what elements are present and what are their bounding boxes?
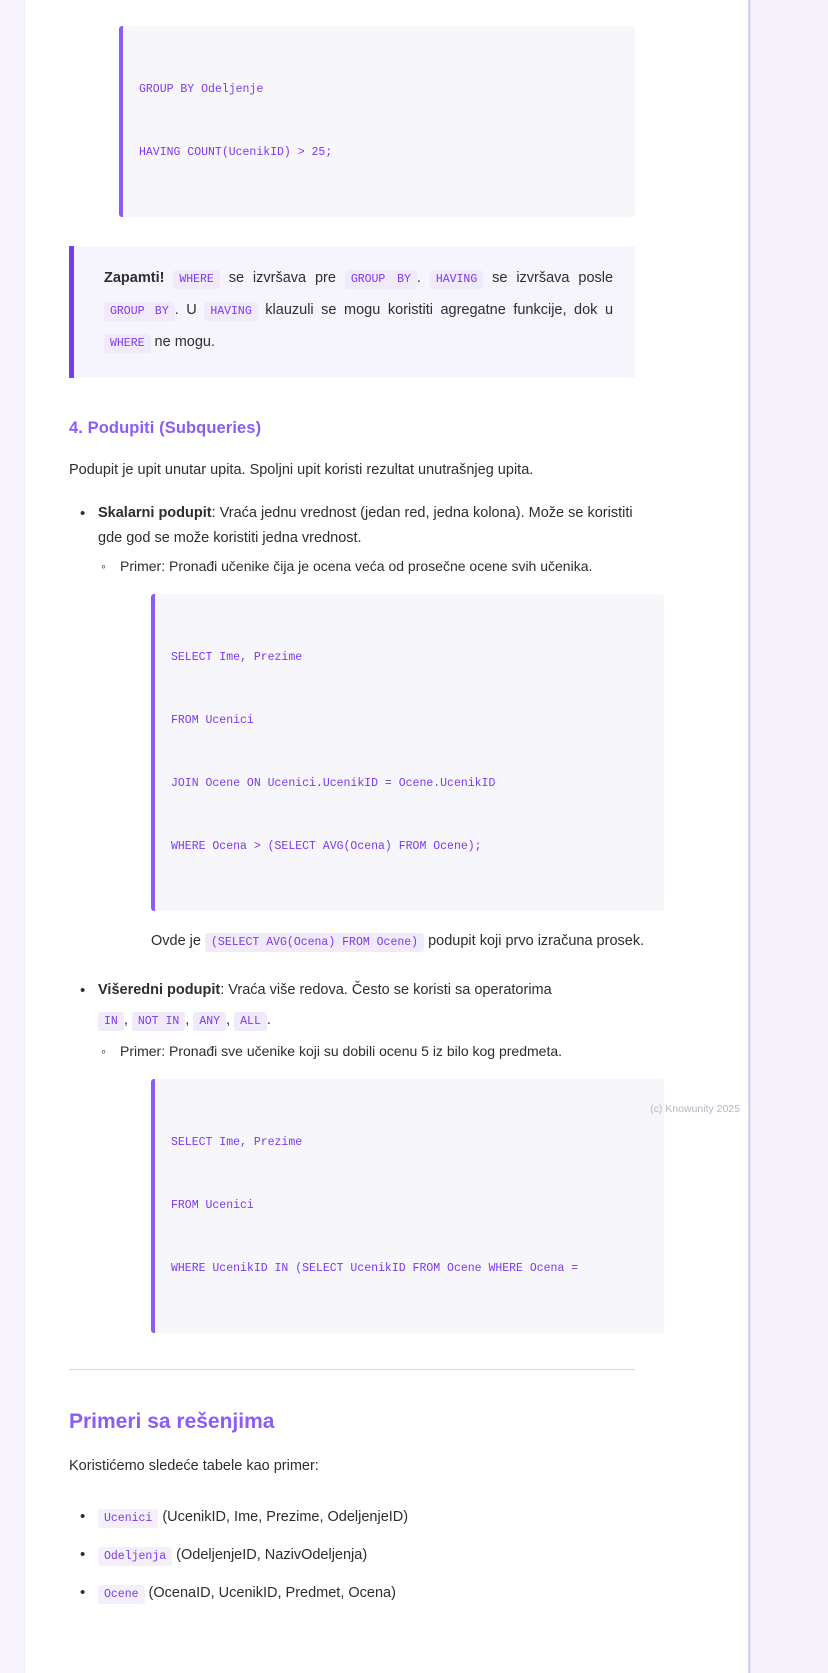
code-line: SELECT Ime, Prezime — [171, 1136, 303, 1149]
callout-remember — [69, 246, 635, 378]
callout-text-2: . — [416, 270, 421, 286]
section-divider — [69, 1369, 635, 1370]
list-item — [69, 1499, 635, 1537]
callout-label: Zapamti! — [104, 270, 165, 286]
paragraph-subqueries-intro: Podupit je upit unutar upita. Spoljni upit koristi rezultat unutrašnjeg upita. — [69, 462, 534, 478]
token-where-2: WHERE — [104, 334, 151, 353]
token-avg-subquery: (SELECT AVG(Ocena) FROM Ocene) — [205, 933, 424, 952]
operator-sep: , — [123, 1012, 128, 1028]
list-item — [69, 978, 635, 1333]
desc-multirow-subquery: : Vraća više redova. Često se koristi sa operatorima — [220, 982, 552, 998]
token-all: ALL — [234, 1012, 267, 1031]
list-example-tables — [69, 1499, 635, 1613]
callout-text-6: ne mogu. — [154, 334, 216, 350]
token-group-by-2: GROUP BY — [104, 302, 175, 321]
code-line: WHERE Ocena > (SELECT AVG(Ocena) FROM Ocene); — [171, 840, 482, 853]
term-multirow-subquery: Višeredni podupit — [98, 982, 221, 998]
document-content — [0, 26, 828, 1673]
list-item — [69, 1537, 635, 1575]
heading-examples: Primeri sa rešenjima — [69, 1410, 275, 1433]
callout-text-5: klauzuli se mogu koristiti agregatne funkcije, dok u — [265, 302, 614, 318]
token-having: HAVING — [430, 270, 483, 289]
token-having-2: HAVING — [204, 302, 257, 321]
list-subquery-types — [69, 501, 645, 1333]
code-line: GROUP BY Odeljenje — [139, 83, 264, 96]
callout-text-4: . U — [174, 302, 197, 318]
list-item: ◦ Primer: Pronađi učenike čija je ocena veća od prosečne ocene svih učenika. — [98, 554, 635, 578]
code-line: SELECT Ime, Prezime — [171, 651, 303, 664]
list-item — [69, 501, 645, 956]
table-columns-ocene: (OcenaID, UcenikID, Predmet, Ocena) — [148, 1585, 396, 1601]
sublist-scalar-example — [98, 554, 635, 578]
term-scalar-subquery: Skalarni podupit — [98, 505, 212, 521]
code-block-having — [119, 26, 635, 217]
code-line: HAVING COUNT(UcenikID) > 25; — [139, 146, 333, 159]
note-suffix: podupit koji prvo izračuna prosek. — [428, 933, 645, 949]
table-name-odeljenja: Odeljenja — [98, 1547, 172, 1566]
operator-list — [98, 1006, 635, 1036]
list-item: ◦ Primer: Pronađi sve učenike koji su dobili ocenu 5 iz bilo kog predmeta. — [98, 1039, 635, 1063]
token-in: IN — [98, 1012, 124, 1031]
paragraph-examples-intro: Koristićemo sledeće tabele kao primer: — [69, 1458, 319, 1474]
operator-sep: , — [185, 1012, 190, 1028]
operator-end: . — [266, 1012, 271, 1028]
token-any: ANY — [193, 1012, 226, 1031]
desc-scalar-subquery: : Vraća jednu vrednost (jedan red, jedna kolona). Može se koristiti gde god se može koristiti jedna vrednost. — [98, 505, 633, 546]
callout-text-3: se izvršava posle — [492, 270, 614, 286]
note-prefix: Ovde je — [151, 933, 201, 949]
list-item — [69, 1575, 635, 1613]
table-columns-odeljenja: (OdeljenjeID, NazivOdeljenja) — [176, 1547, 368, 1563]
code-line: FROM Ucenici — [171, 1199, 254, 1212]
footer-copyright: (c) Knowunity 2025 — [650, 1103, 740, 1115]
table-name-ocene: Ocene — [98, 1585, 145, 1604]
token-group-by: GROUP BY — [345, 270, 417, 289]
code-line: WHERE UcenikID IN (SELECT UcenikID FROM Ocene WHERE Ocena = — [171, 1262, 579, 1275]
code-block-multirow-subquery — [151, 1079, 664, 1333]
code-line: JOIN Ocene ON Ucenici.UcenikID = Ocene.UcenikID — [171, 777, 496, 790]
sublist-multirow-example — [98, 1039, 635, 1063]
code-block-scalar-subquery — [151, 594, 664, 911]
token-not-in: NOT IN — [132, 1012, 185, 1031]
operator-sep: , — [226, 1012, 231, 1028]
callout-text-1: se izvršava pre — [228, 270, 336, 286]
code-line: FROM Ucenici — [171, 714, 254, 727]
table-columns-ucenici: (UcenikID, Ime, Prezime, OdeljenjeID) — [162, 1509, 409, 1525]
heading-subqueries: 4. Podupiti (Subqueries) — [69, 419, 262, 437]
table-name-ucenici: Ucenici — [98, 1509, 158, 1528]
note-scalar-subquery — [151, 928, 651, 956]
token-where: WHERE — [173, 270, 220, 289]
